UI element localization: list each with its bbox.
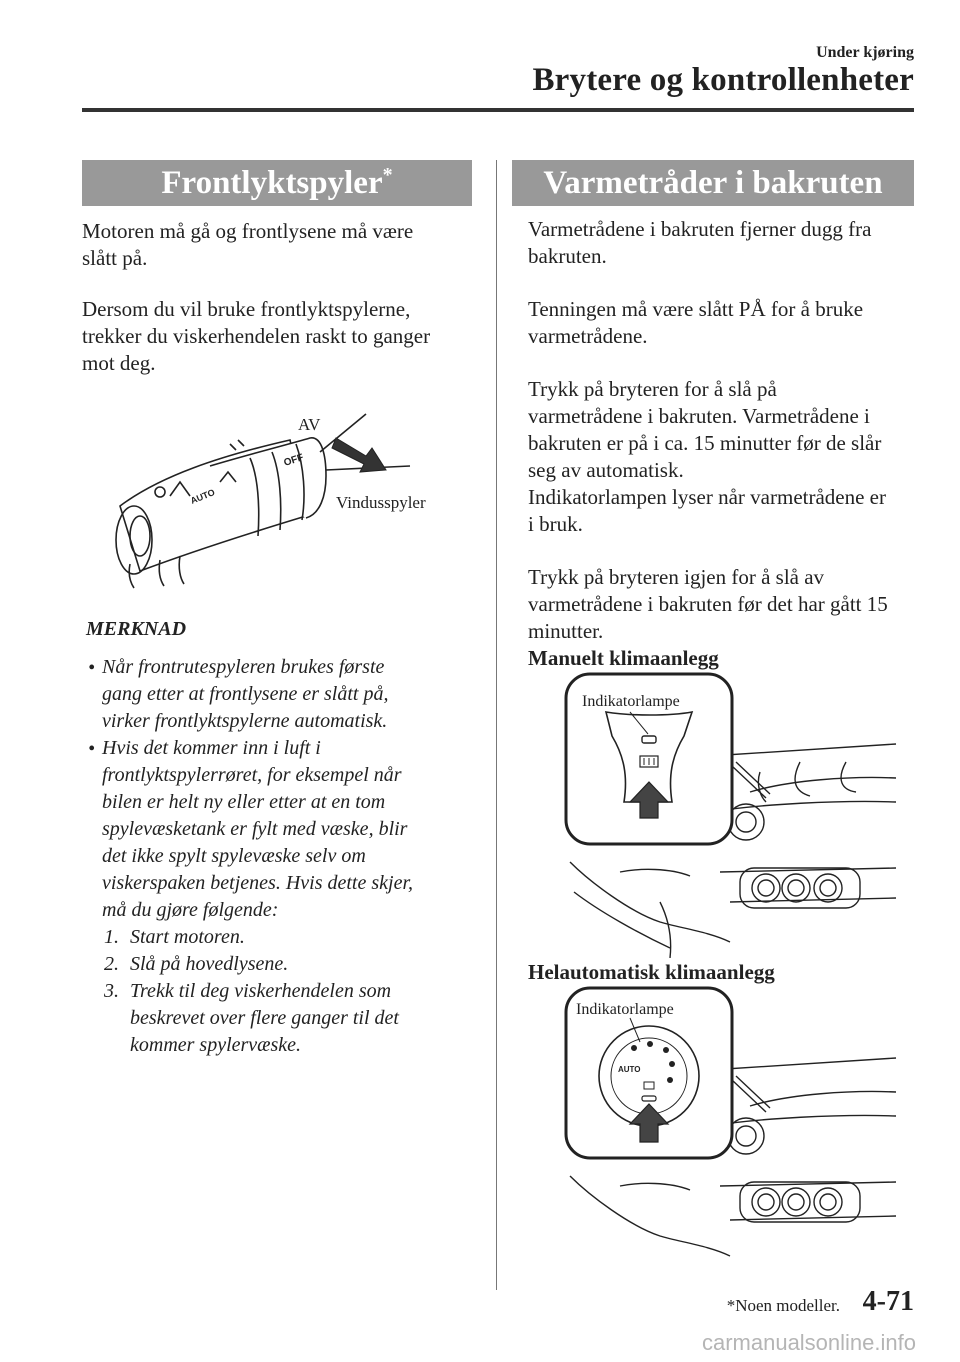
auto-climate-illustration (560, 986, 900, 1266)
paragraph-intro (528, 216, 914, 270)
text-line: bilen er helt ny eller etter at en tom (102, 791, 386, 813)
footnote: *Noen modeller. (726, 1296, 840, 1315)
text-line: varmetrådene i bakruten. Varmetrådene i (528, 404, 870, 428)
header-rule (82, 108, 914, 112)
page-number: 4-71 (862, 1286, 914, 1317)
text-line: Indikatorlampen lyser når varmetrådene er (528, 485, 886, 509)
step-number: 2. (104, 953, 119, 975)
text-line: Hvis det kommer inn i luft i (102, 737, 321, 759)
text-line: varmetrådene. (528, 324, 648, 348)
indicator-label: Indikatorlampe (576, 1001, 674, 1018)
subheading-manual: Manuelt klimaanlegg (528, 646, 719, 670)
text-line: beskrevet over flere ganger til det (130, 1007, 399, 1029)
text-line: frontlyktspylerrøret, for eksempel når (102, 764, 402, 786)
text-line: må du gjøre følgende: (102, 899, 279, 921)
lever-auto-text: AUTO (189, 487, 217, 506)
section-label: Under kjøring (816, 44, 914, 61)
text-line: Når frontrutespyleren brukes første (102, 656, 385, 678)
note-bullet-2 (102, 735, 472, 924)
text-line: Dersom du vil bruke frontlyktspylerne, (82, 297, 411, 321)
indicator-lamp-icon (642, 736, 656, 743)
wiper-lever-illustration (100, 396, 460, 606)
page-title: Brytere og kontrollenheter (532, 62, 914, 98)
bullet-marker: • (88, 738, 96, 760)
heading-varmetrader: Varmetråder i bakruten (512, 160, 914, 206)
text-line: viskerspaken betjenes. Hvis dette skjer, (102, 872, 414, 894)
text-line: Varmetrådene i bakruten fjerner dugg fra (528, 217, 872, 241)
text-line: mot deg. (82, 351, 156, 375)
paragraph-ignition (528, 296, 914, 350)
rear-defroster-icon (644, 1082, 654, 1089)
step-text: Start motoren. (130, 926, 245, 948)
text-line: Motoren må gå og frontlysene må være (82, 219, 414, 243)
model-mark: * (382, 164, 393, 186)
text-line: Trykk på bryteren igjen for å slå av (528, 565, 825, 589)
note-bullet-1 (102, 654, 472, 735)
text-line: bakruten. (528, 244, 607, 268)
text-line: virker frontlyktspylerne automatisk. (102, 710, 388, 732)
step-number: 1. (104, 926, 119, 948)
text-line: bakruten er på i ca. 15 minutter før de slår (528, 431, 882, 455)
text-line: varmetrådene i bakruten før det har gått 15 (528, 592, 888, 616)
pull-arrow-icon (332, 438, 386, 472)
step-number: 3. (104, 980, 119, 1002)
auto-text: AUTO (618, 1065, 641, 1074)
text-line: Trekk til deg viskerhendelen som (130, 980, 392, 1002)
note-title: MERKNAD (86, 618, 187, 640)
text-line: gang etter at frontlysene er slått på, (102, 683, 389, 705)
heading-frontlyktspyler (82, 160, 472, 206)
indicator-label: Indikatorlampe (582, 693, 680, 710)
text-line: seg av automatisk. (528, 458, 684, 482)
column-divider (496, 160, 497, 1290)
label-off: AV (298, 415, 321, 434)
text-line: spylevæsketank er fylt med væske, blir (102, 818, 408, 840)
text-line: Tenningen må være slått PÅ for å bruke (528, 297, 864, 321)
watermark: carmanualsonline.info (701, 1330, 916, 1355)
subheading-auto: Helautomatisk klimaanlegg (528, 960, 775, 984)
text-line: kommer spylervæske. (130, 1034, 302, 1056)
heading-text: Frontlyktspyler (161, 165, 383, 201)
text-line: slått på. (82, 246, 148, 270)
manual-climate-illustration (560, 672, 900, 958)
lever-off-text: OFF (282, 452, 305, 469)
step-text: Slå på hovedlysene. (130, 953, 289, 975)
step-text (130, 978, 470, 1059)
paragraph-switch-on (528, 376, 914, 538)
text-line: minutter. (528, 619, 604, 643)
paragraph-switch-off (528, 564, 914, 645)
paragraph-usage (82, 296, 482, 377)
label-washer: Vindusspyler (336, 493, 426, 512)
text-line: trekker du viskerhendelen raskt to ganger (82, 324, 431, 348)
bullet-marker: • (88, 657, 96, 679)
text-line: det ikke spylt spylevæske selv om (102, 845, 366, 867)
text-line: Trykk på bryteren for å slå på (528, 377, 777, 401)
paragraph-engine (82, 218, 482, 272)
text-line: i bruk. (528, 512, 583, 536)
indicator-lamp-icon (642, 1096, 656, 1101)
